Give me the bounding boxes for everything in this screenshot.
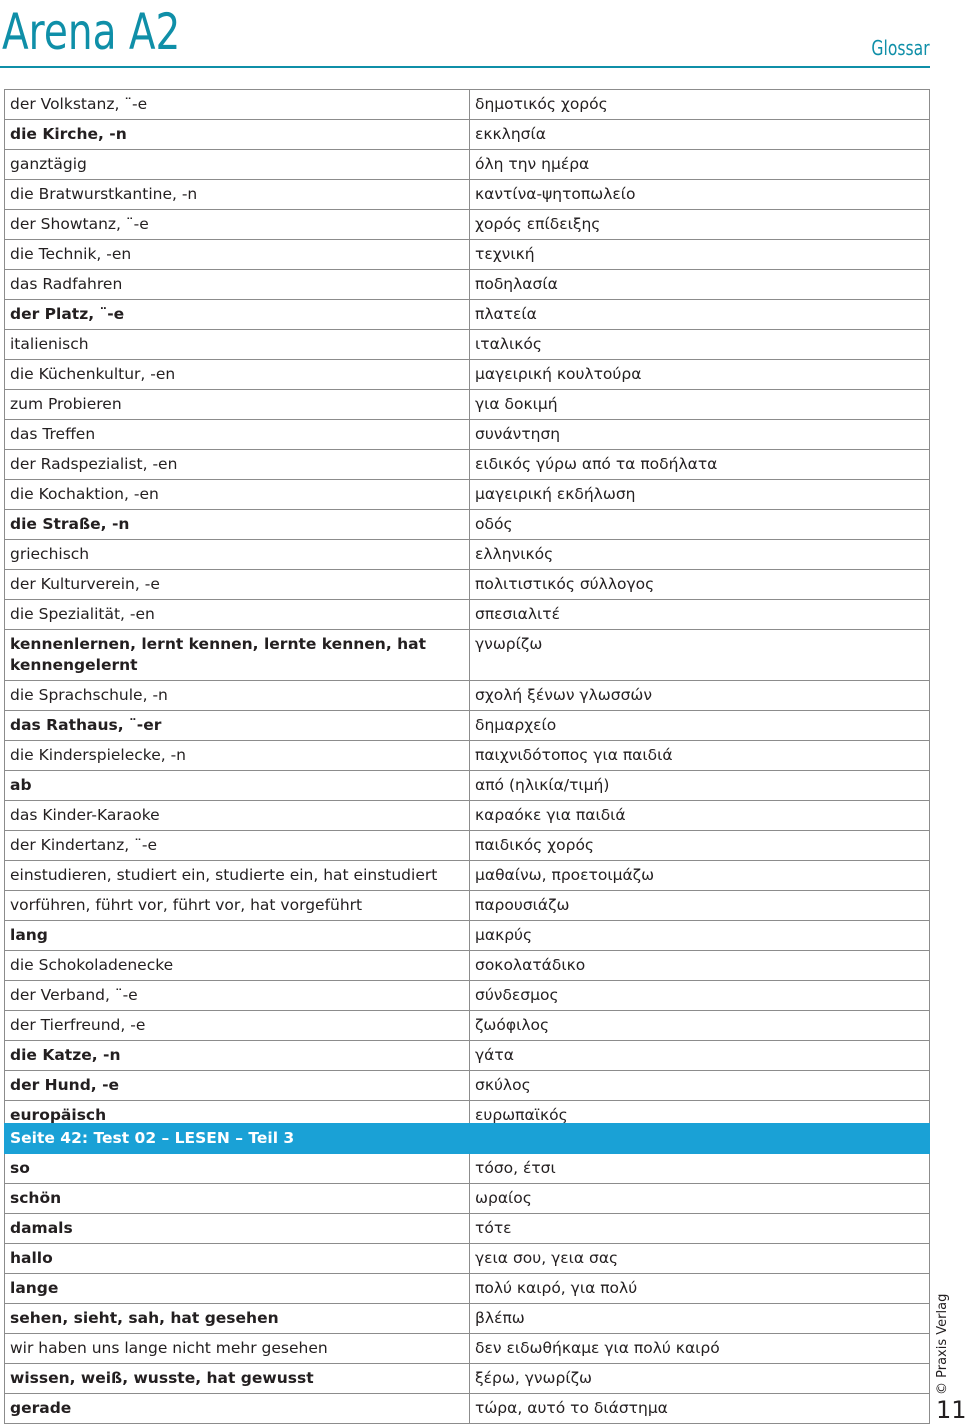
german-term: die Straße, -n bbox=[5, 510, 470, 540]
glossary-row bbox=[5, 210, 930, 240]
greek-translation: καραόκε για παιδιά bbox=[470, 801, 930, 831]
glossary-row bbox=[5, 600, 930, 630]
greek-translation: χορός επίδειξης bbox=[470, 210, 930, 240]
glossary-row bbox=[5, 240, 930, 270]
german-term: kennenlernen, lernt kennen, lernte kennen, hat kennengelernt bbox=[5, 630, 470, 681]
glossary-row bbox=[5, 1274, 930, 1304]
german-term: einstudieren, studiert ein, studierte ein, hat einstudiert bbox=[5, 861, 470, 891]
german-term: der Radspezialist, -en bbox=[5, 450, 470, 480]
greek-translation: από (ηλικία/τιμή) bbox=[470, 771, 930, 801]
test-glossary-table bbox=[4, 1123, 930, 1424]
german-term: der Hund, -e bbox=[5, 1071, 470, 1101]
greek-translation: σχολή ξένων γλωσσών bbox=[470, 681, 930, 711]
greek-translation: γάτα bbox=[470, 1041, 930, 1071]
glossary-table-body bbox=[5, 90, 930, 1131]
greek-translation: ιταλικός bbox=[470, 330, 930, 360]
glossary-row bbox=[5, 1214, 930, 1244]
greek-translation: γνωρίζω bbox=[470, 630, 930, 681]
glossary-row bbox=[5, 741, 930, 771]
greek-translation: οδός bbox=[470, 510, 930, 540]
german-term: der Kindertanz, ¨-e bbox=[5, 831, 470, 861]
glossary-row bbox=[5, 120, 930, 150]
german-term: die Kochaktion, -en bbox=[5, 480, 470, 510]
glossary-row bbox=[5, 1041, 930, 1071]
glossary-row bbox=[5, 1394, 930, 1424]
greek-translation: δημοτικός χορός bbox=[470, 90, 930, 120]
glossary-row bbox=[5, 510, 930, 540]
german-term: hallo bbox=[5, 1244, 470, 1274]
glossary-row bbox=[5, 801, 930, 831]
glossary-row bbox=[5, 90, 930, 120]
german-term: der Showtanz, ¨-e bbox=[5, 210, 470, 240]
german-term: gerade bbox=[5, 1394, 470, 1424]
greek-translation: σκύλος bbox=[470, 1071, 930, 1101]
book-title: Arena A2 bbox=[2, 3, 181, 61]
german-term: lange bbox=[5, 1274, 470, 1304]
glossary-row bbox=[5, 1071, 930, 1101]
glossary-row bbox=[5, 570, 930, 600]
header-divider bbox=[0, 66, 930, 68]
german-term: vorführen, führt vor, führt vor, hat vorgeführt bbox=[5, 891, 470, 921]
german-term: der Volkstanz, ¨-e bbox=[5, 90, 470, 120]
german-term: der Verband, ¨-e bbox=[5, 981, 470, 1011]
glossary-row bbox=[5, 831, 930, 861]
greek-translation: τόσο, έτσι bbox=[470, 1154, 930, 1184]
german-term: das Treffen bbox=[5, 420, 470, 450]
glossary-row bbox=[5, 861, 930, 891]
german-term: die Technik, -en bbox=[5, 240, 470, 270]
section-header-row bbox=[5, 1124, 930, 1154]
german-term: griechisch bbox=[5, 540, 470, 570]
german-term: das Radfahren bbox=[5, 270, 470, 300]
greek-translation: εκκλησία bbox=[470, 120, 930, 150]
glossary-table bbox=[4, 89, 930, 1131]
greek-translation: παιδικός χορός bbox=[470, 831, 930, 861]
german-term: die Sprachschule, -n bbox=[5, 681, 470, 711]
glossary-row bbox=[5, 1304, 930, 1334]
page-number: 11 bbox=[936, 1396, 967, 1424]
greek-translation: ωραίος bbox=[470, 1184, 930, 1214]
german-term: der Tierfreund, -e bbox=[5, 1011, 470, 1041]
glossary-row bbox=[5, 891, 930, 921]
glossary-row bbox=[5, 450, 930, 480]
german-term: italienisch bbox=[5, 330, 470, 360]
german-term: zum Probieren bbox=[5, 390, 470, 420]
german-term: europäisch bbox=[5, 1101, 470, 1131]
greek-translation: για δοκιμή bbox=[470, 390, 930, 420]
greek-translation: καντίνα-ψητοπωλείο bbox=[470, 180, 930, 210]
glossary-row bbox=[5, 390, 930, 420]
greek-translation: τώρα, αυτό το διάστημα bbox=[470, 1394, 930, 1424]
glossary-row bbox=[5, 300, 930, 330]
german-term: ab bbox=[5, 771, 470, 801]
glossary-row bbox=[5, 180, 930, 210]
greek-translation: ξέρω, γνωρίζω bbox=[470, 1364, 930, 1394]
greek-translation: ευρωπαϊκός bbox=[470, 1101, 930, 1131]
german-term: sehen, sieht, sah, hat gesehen bbox=[5, 1304, 470, 1334]
german-term: so bbox=[5, 1154, 470, 1184]
greek-translation: παιχνιδότοπος για παιδιά bbox=[470, 741, 930, 771]
german-term: wissen, weiß, wusste, hat gewusst bbox=[5, 1364, 470, 1394]
german-term: die Kinderspielecke, -n bbox=[5, 741, 470, 771]
german-term: schön bbox=[5, 1184, 470, 1214]
glossary-row bbox=[5, 981, 930, 1011]
publisher-credit: © Praxis Verlag bbox=[935, 1293, 950, 1395]
glossary-row bbox=[5, 711, 930, 741]
greek-translation: παρουσιάζω bbox=[470, 891, 930, 921]
german-term: die Schokoladenecke bbox=[5, 951, 470, 981]
glossary-row bbox=[5, 630, 930, 681]
greek-translation: πολιτιστικός σύλλογος bbox=[470, 570, 930, 600]
glossary-row bbox=[5, 1011, 930, 1041]
greek-translation: ειδικός γύρω από τα ποδήλατα bbox=[470, 450, 930, 480]
german-term: die Küchenkultur, -en bbox=[5, 360, 470, 390]
greek-translation: σύνδεσμος bbox=[470, 981, 930, 1011]
glossary-row bbox=[5, 921, 930, 951]
glossary-row bbox=[5, 480, 930, 510]
glossary-row bbox=[5, 540, 930, 570]
glossary-row bbox=[5, 1364, 930, 1394]
german-term: die Katze, -n bbox=[5, 1041, 470, 1071]
greek-translation: τότε bbox=[470, 1214, 930, 1244]
greek-translation: γεια σου, γεια σας bbox=[470, 1244, 930, 1274]
section-title: Glossar bbox=[871, 36, 930, 60]
glossary-row bbox=[5, 1154, 930, 1184]
greek-translation: τεχνική bbox=[470, 240, 930, 270]
german-term: damals bbox=[5, 1214, 470, 1244]
greek-translation: συνάντηση bbox=[470, 420, 930, 450]
german-term: das Kinder-Karaoke bbox=[5, 801, 470, 831]
greek-translation: πολύ καιρό, για πολύ bbox=[470, 1274, 930, 1304]
greek-translation: μαγειρική κουλτούρα bbox=[470, 360, 930, 390]
greek-translation: ποδηλασία bbox=[470, 270, 930, 300]
german-term: der Platz, ¨-e bbox=[5, 300, 470, 330]
german-term: lang bbox=[5, 921, 470, 951]
glossary-row bbox=[5, 270, 930, 300]
section-header-label: Seite 42: Test 02 – LESEN – Teil 3 bbox=[5, 1124, 470, 1154]
glossary-row bbox=[5, 1184, 930, 1214]
glossary-row bbox=[5, 771, 930, 801]
greek-translation: μακρύς bbox=[470, 921, 930, 951]
german-term: wir haben uns lange nicht mehr gesehen bbox=[5, 1334, 470, 1364]
greek-translation: μαγειρική εκδήλωση bbox=[470, 480, 930, 510]
german-term: ganztägig bbox=[5, 150, 470, 180]
german-term: die Spezialität, -en bbox=[5, 600, 470, 630]
greek-translation: ελληνικός bbox=[470, 540, 930, 570]
glossary-row bbox=[5, 150, 930, 180]
german-term: das Rathaus, ¨-er bbox=[5, 711, 470, 741]
greek-translation: σπεσιαλιτέ bbox=[470, 600, 930, 630]
greek-translation: δεν ειδωθήκαμε για πολύ καιρό bbox=[470, 1334, 930, 1364]
greek-translation: βλέπω bbox=[470, 1304, 930, 1334]
glossary-row bbox=[5, 1334, 930, 1364]
test-glossary-table-body bbox=[5, 1124, 930, 1424]
german-term: der Kulturverein, -e bbox=[5, 570, 470, 600]
glossary-row bbox=[5, 1244, 930, 1274]
glossary-row bbox=[5, 951, 930, 981]
section-header-empty bbox=[470, 1124, 930, 1154]
glossary-row bbox=[5, 330, 930, 360]
greek-translation: μαθαίνω, προετοιμάζω bbox=[470, 861, 930, 891]
greek-translation: ζωόφιλος bbox=[470, 1011, 930, 1041]
greek-translation: σοκολατάδικο bbox=[470, 951, 930, 981]
glossary-row bbox=[5, 360, 930, 390]
greek-translation: πλατεία bbox=[470, 300, 930, 330]
german-term: die Bratwurstkantine, -n bbox=[5, 180, 470, 210]
glossary-row bbox=[5, 681, 930, 711]
greek-translation: δημαρχείο bbox=[470, 711, 930, 741]
glossary-row bbox=[5, 420, 930, 450]
greek-translation: όλη την ημέρα bbox=[470, 150, 930, 180]
german-term: die Kirche, -n bbox=[5, 120, 470, 150]
